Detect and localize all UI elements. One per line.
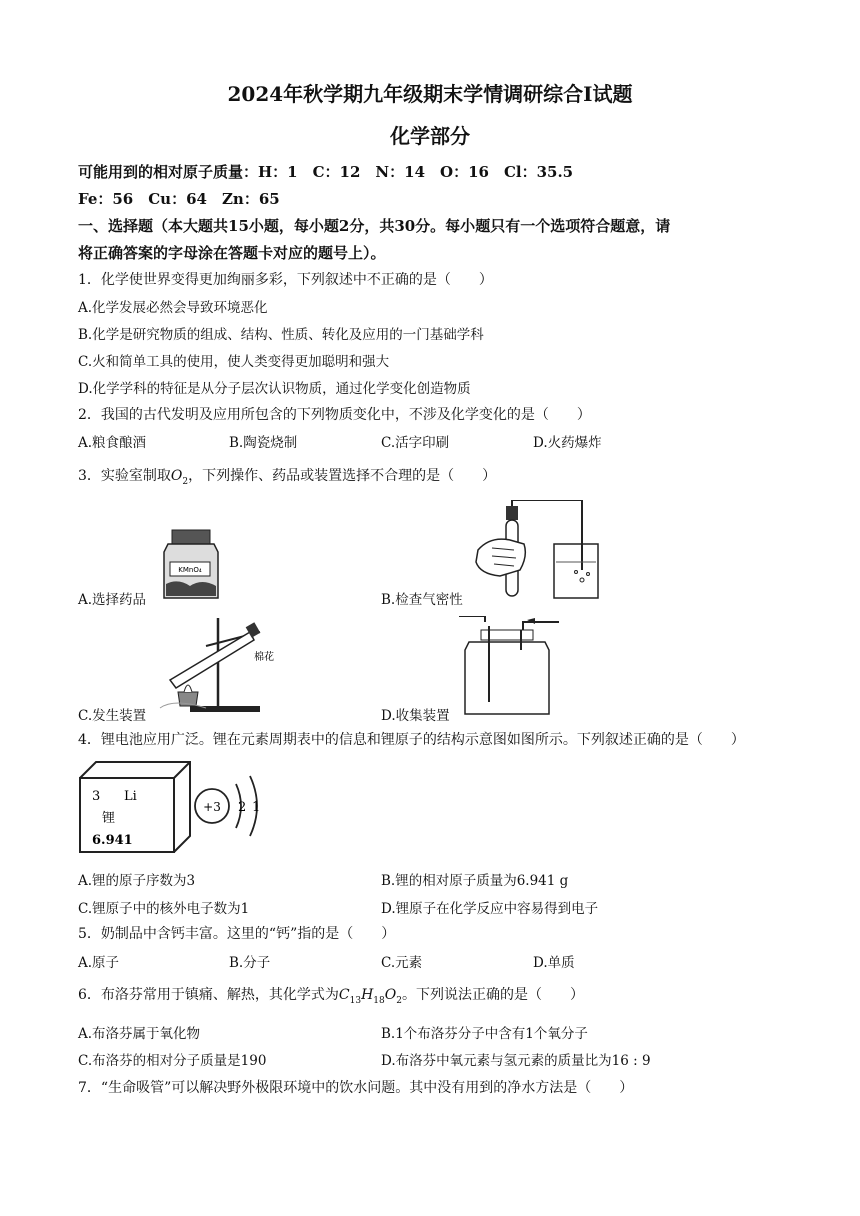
q2-option-c: C.活字印刷 (381, 435, 450, 451)
q2-stem: 2．我国的古代发明及应用所包含的下列物质变化中，不涉及化学变化的是（ ） (78, 407, 591, 423)
q1-option-d: D.化学学科的特征是从分子层次认识物质，通过化学变化创造物质 (78, 381, 471, 397)
q6-option-c: C.布洛芬的相对分子质量是190 (78, 1053, 267, 1069)
q5-option-b: B.分子 (229, 955, 271, 971)
q1-stem: 1．化学使世界变得更加绚丽多彩，下列叙述中不正确的是（ ） (78, 272, 493, 288)
q4-option-b: B.锂的相对原子质量为6.941 g (381, 873, 569, 889)
nucleus-charge: +3 (203, 800, 221, 814)
q6-stem: 6．布洛芬常用于镇痛、解热，其化学式为$C_{13}H_{18}O_2$。下列说法正确的是（ ） (78, 987, 584, 1006)
q4-option-d: D.锂原子在化学反应中容易得到电子 (381, 901, 599, 917)
airtightness-figure (470, 500, 602, 600)
generating-apparatus-figure (150, 612, 290, 716)
element-symbol: Li (124, 789, 137, 804)
q1-option-b: B.化学是研究物质的组成、结构、性质、转化及应用的一门基础学科 (78, 327, 484, 343)
q3-option-a: A.选择药品 (78, 592, 147, 608)
q6-option-b: B.1个布洛芬分子中含有1个氧分子 (381, 1026, 588, 1042)
element-name: 锂 (102, 811, 116, 826)
page-title: 2024年秋学期九年级期末学情调研综合I试题 (227, 82, 633, 106)
q2-option-a: A.粮食酿酒 (78, 435, 147, 451)
collection-bottle-figure (455, 616, 567, 716)
section-heading-line1: 一、选择题（本大题共15小题，每小题2分，共30分。每小题只有一个选项符合题意，请 (78, 217, 671, 235)
element-mass: 6.941 (92, 833, 133, 848)
q7-stem: 7．“生命吸管”可以解决野外极限环境中的饮水问题。其中没有用到的净水方法是（ ） (78, 1080, 634, 1096)
q5-option-c: C.元素 (381, 955, 423, 971)
section-heading-line2: 将正确答案的字母涂在答题卡对应的题号上）。 (78, 244, 386, 262)
q5-option-a: A.原子 (78, 955, 120, 971)
q6-option-a: A.布洛芬属于氧化物 (78, 1026, 201, 1042)
bottle-label: KMnO₄ (178, 566, 202, 574)
lithium-figure (78, 760, 298, 854)
atomic-mass-line2: Fe：56 Cu：64 Zn：65 (78, 190, 280, 208)
q2-option-b: B.陶瓷烧制 (229, 435, 298, 451)
cotton-label: 棉花 (254, 652, 274, 663)
q4-option-a: A.锂的原子序数为3 (78, 873, 196, 889)
q3-stem: 3．实验室制取$O_2$，下列操作、药品或装置选择不合理的是（ ） (78, 468, 497, 487)
q4-stem: 4．锂电池应用广泛。锂在元素周期表中的信息和锂原子的结构示意图如图所示。下列叙述正确的是（ ） (78, 732, 745, 748)
q4-option-c: C.锂原子中的核外电子数为1 (78, 901, 250, 917)
section-subtitle: 化学部分 (390, 124, 470, 148)
q5-stem: 5．奶制品中含钙丰富。这里的“钙”指的是（ ） (78, 926, 396, 942)
q1-option-c: C.火和简单工具的使用，使人类变得更加聪明和强大 (78, 354, 390, 370)
atomic-mass-line1: 可能用到的相对原子质量：H：1 C：12 N：14 O：16 Cl：35.5 (78, 163, 574, 181)
shell2-electrons: 1 (252, 800, 261, 815)
q6-option-d: D.布洛芬中氧元素与氢元素的质量比为16 : 9 (381, 1053, 651, 1069)
kmno4-bottle-figure (158, 528, 230, 602)
q3-option-c: C.发生装置 (78, 708, 147, 724)
shell1-electrons: 2 (238, 800, 247, 815)
element-number: 3 (92, 789, 101, 804)
q5-option-d: D.单质 (533, 955, 575, 971)
q3-option-b: B.检查气密性 (381, 592, 463, 608)
q3-option-d: D.收集装置 (381, 708, 450, 724)
q1-option-a: A.化学发展必然会导致环境恶化 (78, 300, 268, 316)
q2-option-d: D.火药爆炸 (533, 435, 602, 451)
